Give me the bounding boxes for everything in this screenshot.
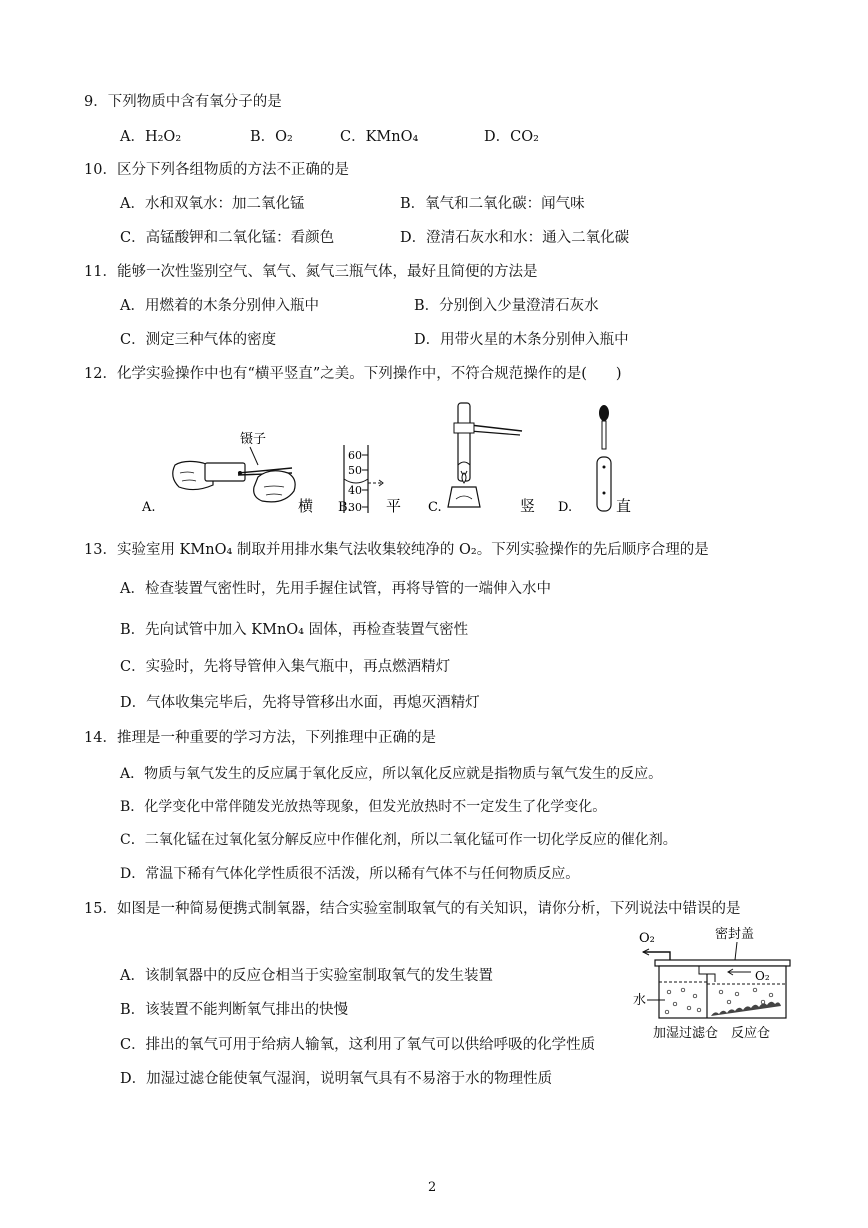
figure-d-dropper <box>558 405 631 515</box>
question-14-option-b: B．化学变化中常伴随发光放热等现象，但发光放热时不一定发生了化学变化。 <box>120 799 607 815</box>
question-14-stem: 14．推理是一种重要的学习方法，下列推理中正确的是 <box>84 730 436 746</box>
question-9-option-d: D．CO₂ <box>484 129 539 145</box>
sealed-lid-label: 密封盖 <box>715 927 755 942</box>
question-13-option-b: B．先向试管中加入 KMnO₄ 固体，再检查装置气密性 <box>120 622 469 638</box>
question-11-option-b: B．分别倒入少量澄清石灰水 <box>414 298 599 314</box>
question-13-stem: 13．实验室用 KMnO₄ 制取并用排水集气法收集较纯净的 O₂。下列实验操作的先后顺序合理的是 <box>84 542 709 558</box>
tick-40: 40 <box>348 484 362 497</box>
figure-a-label: A. <box>142 500 156 515</box>
figure-c-label: C. <box>428 500 442 515</box>
figure-b-word: 平 <box>386 497 402 515</box>
tweezers-label: 镊子 <box>240 432 267 447</box>
question-15-option-d: D．加湿过滤仓能使氧气湿润，说明氧气具有不易溶于水的物理性质 <box>120 1071 553 1087</box>
figure-b-cylinder <box>338 445 401 515</box>
tick-50: 50 <box>348 464 362 477</box>
question-11-option-a: A．用燃着的木条分别伸入瓶中 <box>120 298 319 314</box>
question-15-stem: 15．如图是一种简易便携式制氧器，结合实验室制取氧气的有关知识，请你分析，下列说法中错误的是 <box>84 901 741 917</box>
tick-60: 60 <box>348 449 362 462</box>
reactor-chamber-label: 反应仓 <box>731 1026 771 1041</box>
page-number: 2 <box>428 1180 437 1195</box>
figure-b-label: B. <box>338 500 352 515</box>
figure-c-word: 竖 <box>520 497 536 515</box>
figure-a-horizontal-tube <box>141 431 313 515</box>
question-9-option-b: B．O₂ <box>250 129 293 145</box>
question-10-option-d: D．澄清石灰水和水：通入二氧化碳 <box>400 230 630 246</box>
question-14-option-a: A．物质与氧气发生的反应属于氧化反应，所以氧化反应就是指物质与氧气发生的反应。 <box>120 766 663 782</box>
question-10-stem: 10．区分下列各组物质的方法不正确的是 <box>84 162 349 178</box>
question-11-option-d: D．用带火星的木条分别伸入瓶中 <box>414 332 629 348</box>
figure-d-word: 直 <box>616 497 632 515</box>
figure-d-label: D. <box>558 500 573 515</box>
o2-outlet-label: O₂ <box>639 931 655 946</box>
question-10-option-c: C．高锰酸钾和二氧化锰：看颜色 <box>120 230 335 246</box>
question-12-stem: 12．化学实验操作中也有“横平竖直”之美。下列操作中，不符合规范操作的是( ) <box>84 366 622 382</box>
question-9-option-a: A．H₂O₂ <box>120 129 182 145</box>
water-label: 水 <box>633 993 647 1008</box>
question-10-option-b: B．氧气和二氧化碳：闻气味 <box>400 196 585 212</box>
figure-c-heating-setup <box>428 403 535 515</box>
question-13-option-a: A．检查装置气密性时，先用手握住试管，再将导管的一端伸入水中 <box>120 581 551 597</box>
question-9-option-c: C．KMnO₄ <box>340 129 419 145</box>
humidifier-chamber-label: 加湿过滤仓 <box>653 1026 719 1041</box>
question-13-option-d: D．气体收集完毕后，先将导管移出水面，再熄灭酒精灯 <box>120 695 480 711</box>
o2-inner-label: O₂ <box>755 969 770 983</box>
question-14-option-d: D．常温下稀有气体化学性质很不活泼，所以稀有气体不与任何物质反应。 <box>120 866 580 882</box>
question-10-option-a: A．水和双氧水：加二氧化锰 <box>120 196 305 212</box>
question-11-stem: 11．能够一次性鉴别空气、氧气、氮气三瓶气体，最好且简便的方法是 <box>84 264 538 280</box>
question-15-option-c: C．排出的氧气可用于给病人输氧，这利用了氧气可以供给呼吸的化学性质 <box>120 1037 596 1053</box>
tick-30: 30 <box>348 501 362 514</box>
question-14-option-c: C．二氧化锰在过氧化氢分解反应中作催化剂，所以二氧化锰可作一切化学反应的催化剂。 <box>120 832 677 848</box>
question-15-oxygen-generator-figure <box>625 922 800 1044</box>
figure-a-word: 横 <box>298 497 314 515</box>
question-12-figure <box>0 395 868 525</box>
question-13-option-c: C．实验时，先将导管伸入集气瓶中，再点燃酒精灯 <box>120 659 451 675</box>
question-15-option-b: B．该装置不能判断氧气排出的快慢 <box>120 1002 349 1018</box>
question-15-option-a: A．该制氧器中的反应仓相当于实验室制取氧气的发生装置 <box>120 968 493 984</box>
question-9-stem: 9．下列物质中含有氧分子的是 <box>84 94 282 110</box>
question-11-option-c: C．测定三种气体的密度 <box>120 332 277 348</box>
